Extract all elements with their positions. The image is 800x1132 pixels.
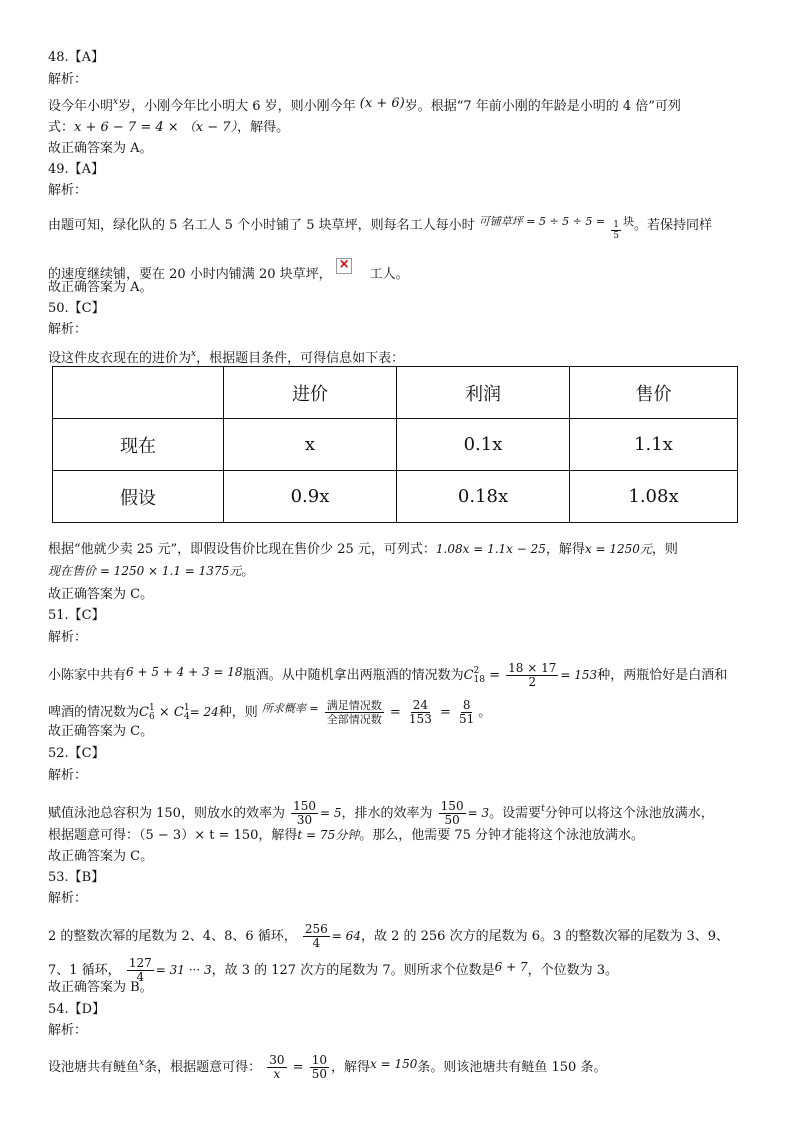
q52-line1: 赋值泳池总容积为 150，则放水的效率为 $\frac{150}{30}$ = 5，排水的效率为 $\frac{150}{50}$ = 3。设需要$^t$分钟可以将这个泳池放满水， xyxy=(48,799,714,827)
q48-line2: 式：x + 6 − 7 = 4 × （x − 7），解得。 xyxy=(48,120,290,135)
q49-analysis-label: 解析： xyxy=(48,183,88,198)
q50-line2: 根据“他就少卖 25 元”，即假设售价比现在售价少 25 元，可列式：1.08x = 1.1x − 25，解得x = 1250元，则 xyxy=(48,542,678,557)
q53-heading: 53.【B】 xyxy=(48,870,105,885)
q52-heading: 52.【C】 xyxy=(48,746,105,761)
q53-analysis-label: 解析： xyxy=(48,891,88,906)
q51-heading: 51.【C】 xyxy=(48,608,105,623)
table-cell: 0.1x xyxy=(397,419,570,471)
q51-line2: 啤酒的情况数为C 1 6 × C 1 4 = 24种，则 $^{所求概率 =}$ 满足情况数 全部情况数 = $\frac{24}{153}$ = $\frac{8}{51}$ 。 xyxy=(48,698,492,726)
q50-answer: 故正确答案为 C。 xyxy=(48,587,154,602)
q52-line2: 根据题意可得：（5 − 3）× t = 150，解得t = 75分钟。那么，他需要 75 分钟才能将这个泳池放满水。 xyxy=(48,828,645,843)
q52-analysis-label: 解析： xyxy=(48,768,88,783)
q50-line1: 设这件皮衣现在的进价为$^x$，根据题目条件，可得信息如下表： xyxy=(48,349,405,366)
q52-answer: 故正确答案为 C。 xyxy=(48,849,154,864)
q51-line1: 小陈家中共有6 + 5 + 4 + 3 = 18瓶酒。从中随机拿出两瓶酒的情况数为C 2 18 = $\frac{18 \times 17}{2}$ = 153种，两瓶恰好是白酒和 xyxy=(48,661,728,689)
table-cell: x xyxy=(224,419,397,471)
q49-answer: 故正确答案为 A。 xyxy=(48,280,153,295)
q49-heading: 49.【A】 xyxy=(48,162,105,177)
q51-answer: 故正确答案为 C。 xyxy=(48,724,154,739)
table-cell: 0.18x xyxy=(397,471,570,523)
table-cell: 现在 xyxy=(53,419,224,471)
q54-line1: 设池塘共有鲢鱼$^x$条，根据题意可得： $\frac{30}{x}$ = $\frac{10}{50}$ ，解得x = 150条。则该池塘共有鲢鱼 150 条。 xyxy=(48,1053,607,1081)
q53-line2: 7、1 循环， $\frac{127}{4}$ = 31 ··· 3，故 3 的 127 次方的尾数为 7。则所求个位数是6 + 7，个位数为 3。 xyxy=(48,956,618,984)
table-header-cell: 进价 xyxy=(224,367,397,419)
q50-line3: 现在售价 = 1250 × 1.1 = 1375元。 xyxy=(48,564,255,579)
q54-analysis-label: 解析： xyxy=(48,1023,88,1038)
q50-heading: 50.【C】 xyxy=(48,301,105,316)
q49-line2: 的速度继续铺，要在 20 小时内铺满 20 块草坪，× 工人。 xyxy=(48,258,409,283)
q48-analysis-label: 解析： xyxy=(48,72,88,87)
table-cell: 1.1x xyxy=(570,419,738,471)
q53-answer: 故正确答案为 B。 xyxy=(48,980,153,995)
q51-analysis-label: 解析： xyxy=(48,630,88,645)
table-row xyxy=(53,419,738,471)
q53-line1: 2 的整数次幂的尾数为 2、4、8、6 循环， $\frac{256}{4}$ = 64，故 2 的 256 次方的尾数为 6。3 的整数次幂的尾数为 3、9、 xyxy=(48,922,730,950)
q50-analysis-label: 解析： xyxy=(48,322,88,337)
table-header-cell: 利润 xyxy=(397,367,570,419)
table-cell: 假设 xyxy=(53,471,224,523)
broken-image-icon xyxy=(336,258,352,274)
table-cell: 0.9x xyxy=(224,471,397,523)
table-row xyxy=(53,471,738,523)
q54-heading: 54.【D】 xyxy=(48,1002,106,1017)
table-header-row xyxy=(53,367,738,419)
q48-line1: 设今年小明$^x$岁，小刚今年比小明大 6 岁，则小刚今年 (x + 6)岁。根据“7 年前小刚的年龄是小明的 4 倍”可列 xyxy=(48,96,681,114)
q48-answer: 故正确答案为 A。 xyxy=(48,141,153,156)
table-header-cell xyxy=(53,367,224,419)
q49-line1: 由题可知，绿化队的 5 名工人 5 个小时铺了 5 块草坪，则每名工人每小时 $^{可铺草坪 = 5 \div 5 \div 5 =}$ $\frac{1}{5}$ $^块$。若保持同样 xyxy=(48,215,712,241)
q48-heading: 48.【A】 xyxy=(48,50,105,65)
table-header-cell: 售价 xyxy=(570,367,738,419)
price-table xyxy=(52,366,738,523)
table-cell: 1.08x xyxy=(570,471,738,523)
